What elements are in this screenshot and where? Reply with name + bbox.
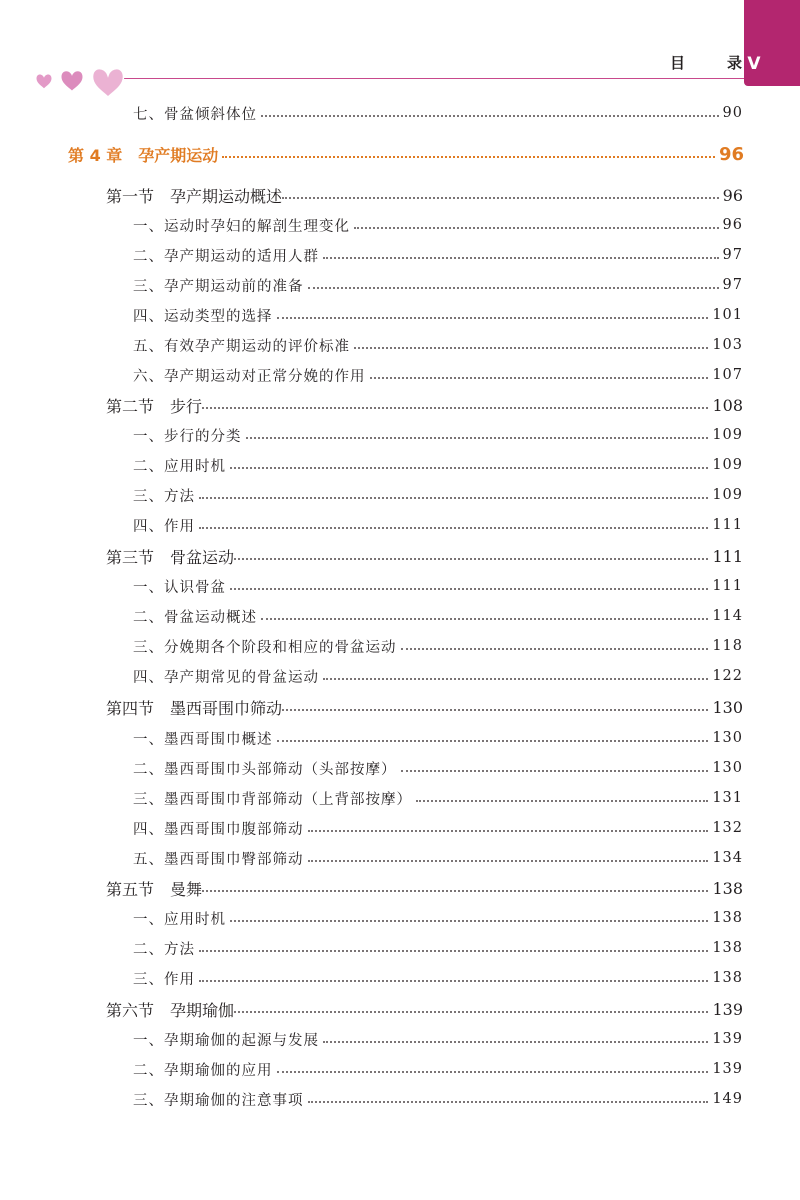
toc-item[interactable]: [133, 905, 743, 931]
toc-item[interactable]: [133, 573, 743, 599]
toc-entry-page: 139: [712, 1061, 743, 1077]
toc-section[interactable]: [106, 694, 743, 720]
toc-entry-page: 111: [712, 546, 743, 566]
toc-entry-title: 五、墨西哥围巾臀部筛动: [133, 851, 304, 868]
dot-leader: [246, 437, 709, 439]
toc-entry-page: 138: [712, 970, 743, 986]
dot-leader: [199, 497, 708, 499]
toc-item[interactable]: [133, 482, 743, 508]
dot-leader: [308, 830, 709, 832]
dot-leader: [323, 257, 719, 259]
toc-entry-page: 109: [712, 457, 743, 473]
dot-leader: [354, 347, 708, 349]
toc-entry-title: 第四节 墨西哥围巾筛动: [106, 698, 283, 718]
toc-entry-title: 一、步行的分类: [133, 428, 242, 445]
toc-item[interactable]: [133, 755, 743, 781]
toc-entry-page: 111: [712, 517, 743, 533]
toc-item[interactable]: [133, 242, 743, 268]
toc-entry-page: 149: [712, 1091, 743, 1107]
toc-entry-page: 109: [712, 427, 743, 443]
dot-leader: [199, 950, 708, 952]
dot-leader: [202, 407, 708, 409]
toc-item[interactable]: [133, 302, 743, 328]
toc-entry-title: 第 4 章 孕产期运动: [68, 145, 219, 165]
toc-entry-title: 一、应用时机: [133, 911, 226, 928]
dot-leader: [261, 115, 719, 117]
toc-entry-title: 四、孕产期常见的骨盆运动: [133, 669, 319, 686]
toc-item[interactable]: [133, 1026, 743, 1052]
toc-entry-page: 138: [712, 910, 743, 926]
toc-section[interactable]: [106, 392, 743, 418]
toc-entry-page: 130: [712, 760, 743, 776]
dot-leader: [199, 980, 708, 982]
toc-entry-page: 138: [712, 940, 743, 956]
toc-entry-page: 118: [712, 638, 743, 654]
toc-item[interactable]: [133, 845, 743, 871]
toc-entry-title: 二、应用时机: [133, 458, 226, 475]
dot-leader: [282, 709, 708, 711]
toc-entry-title: 四、运动类型的选择: [133, 308, 273, 325]
toc-entry-title: 第二节 步行: [106, 396, 203, 416]
toc-item[interactable]: [133, 272, 743, 298]
toc-entry-page: 131: [712, 790, 743, 806]
toc-entry-title: 五、有效孕产期运动的评价标准: [133, 338, 350, 355]
toc-entry-title: 一、运动时孕妇的解剖生理变化: [133, 218, 350, 235]
toc-entry-page: 96: [722, 185, 743, 205]
toc-entry-page: 108: [712, 395, 743, 415]
toc-item[interactable]: [133, 452, 743, 478]
dot-leader: [202, 890, 708, 892]
toc-entry-title: 六、孕产期运动对正常分娩的作用: [133, 368, 366, 385]
dot-leader: [354, 227, 719, 229]
header-label: [670, 52, 742, 73]
toc-entry-page: 134: [712, 850, 743, 866]
header-label-char: 目: [670, 54, 686, 72]
dot-leader: [282, 197, 719, 199]
dot-leader: [308, 1101, 709, 1103]
page-number: V: [747, 54, 761, 74]
toc-entry-title: 三、方法: [133, 488, 195, 505]
toc-section[interactable]: [106, 543, 743, 569]
toc-item[interactable]: [133, 422, 743, 448]
toc-entry-title: 三、孕期瑜伽的注意事项: [133, 1092, 304, 1109]
toc-entry-page: 122: [712, 668, 743, 684]
toc-entry-page: 130: [712, 730, 743, 746]
toc-entry-page: 107: [712, 367, 743, 383]
toc-entry-page: 114: [712, 608, 743, 624]
header-label-char: 录: [726, 54, 742, 72]
dot-leader: [222, 156, 715, 158]
dot-leader: [401, 770, 709, 772]
dot-leader: [230, 588, 708, 590]
dot-leader: [234, 558, 708, 560]
toc-entry-page: 97: [722, 247, 743, 263]
toc-item[interactable]: [133, 633, 743, 659]
dot-leader: [323, 678, 708, 680]
toc-entry-page: 111: [712, 578, 743, 594]
dot-leader: [416, 800, 708, 802]
heart-icon: [37, 74, 52, 88]
toc-entry-page: 96: [718, 143, 744, 165]
toc-entry-title: 三、分娩期各个阶段和相应的骨盆运动: [133, 639, 397, 656]
toc-item[interactable]: [133, 1056, 743, 1082]
toc-entry-page: 90: [722, 105, 743, 121]
toc-entry-title: 二、孕期瑜伽的应用: [133, 1062, 273, 1079]
toc-entry-page: 130: [712, 697, 743, 717]
dot-leader: [199, 527, 708, 529]
toc-entry-page: 101: [712, 307, 743, 323]
toc-chapter[interactable]: [68, 141, 744, 167]
dot-leader: [277, 1071, 709, 1073]
toc-entry-title: 第三节 骨盆运动: [106, 547, 235, 567]
toc-item[interactable]: [133, 785, 743, 811]
toc-item[interactable]: [133, 512, 743, 538]
header-rule: [112, 78, 744, 79]
toc-entry-title: 四、墨西哥围巾腹部筛动: [133, 821, 304, 838]
toc-item[interactable]: [133, 663, 743, 689]
toc-entry-page: 139: [712, 1031, 743, 1047]
dot-leader: [234, 1011, 708, 1013]
toc-entry-title: 二、方法: [133, 941, 195, 958]
hearts-decoration: [34, 62, 134, 102]
toc-entry-page: 132: [712, 820, 743, 836]
toc-entry-title: 一、孕期瑜伽的起源与发展: [133, 1032, 319, 1049]
dot-leader: [277, 317, 709, 319]
toc-entry-page: 96: [722, 217, 743, 233]
toc-item[interactable]: [133, 935, 743, 961]
toc-entry-title: 四、作用: [133, 518, 195, 535]
toc-entry-title: 第一节 孕产期运动概述: [106, 186, 283, 206]
toc-entry-title: 一、认识骨盆: [133, 579, 226, 596]
toc-entry-title: 一、墨西哥围巾概述: [133, 731, 273, 748]
toc-item[interactable]: [133, 815, 743, 841]
toc-entry-page: 103: [712, 337, 743, 353]
dot-leader: [230, 467, 708, 469]
toc-entry-title: 第五节 曼舞: [106, 879, 203, 899]
toc-entry-title: 二、孕产期运动的适用人群: [133, 248, 319, 265]
toc-section[interactable]: [106, 182, 743, 208]
dot-leader: [277, 740, 709, 742]
toc-section[interactable]: [106, 875, 743, 901]
toc-entry-title: 三、墨西哥围巾背部筛动（上背部按摩）: [133, 791, 412, 808]
toc-item[interactable]: [133, 1086, 743, 1112]
dot-leader: [230, 920, 708, 922]
dot-leader: [308, 860, 709, 862]
toc-entry-title: 三、作用: [133, 971, 195, 988]
dot-leader: [401, 648, 709, 650]
heart-icon: [62, 71, 83, 90]
toc-item[interactable]: [133, 725, 743, 751]
toc-item[interactable]: [133, 212, 743, 238]
toc-section[interactable]: [106, 996, 743, 1022]
toc-item[interactable]: [133, 603, 743, 629]
toc-item[interactable]: [133, 965, 743, 991]
toc-item[interactable]: [133, 332, 743, 358]
toc-entry-title: 二、墨西哥围巾头部筛动（头部按摩）: [133, 761, 397, 778]
toc-item[interactable]: [133, 362, 743, 388]
dot-leader: [261, 618, 708, 620]
toc-entry-page: 97: [722, 277, 743, 293]
toc-entry-title: 七、骨盆倾斜体位: [133, 106, 257, 123]
toc-entry-page: 109: [712, 487, 743, 503]
toc-item[interactable]: [133, 100, 743, 126]
toc-entry-page: 138: [712, 878, 743, 898]
heart-icon: [93, 69, 124, 97]
toc-entry-title: 二、骨盆运动概述: [133, 609, 257, 626]
dot-leader: [370, 377, 709, 379]
dot-leader: [323, 1041, 708, 1043]
dot-leader: [308, 287, 719, 289]
toc-entry-page: 139: [712, 999, 743, 1019]
toc-entry-title: 第六节 孕期瑜伽: [106, 1000, 235, 1020]
toc-entry-title: 三、孕产期运动前的准备: [133, 278, 304, 295]
